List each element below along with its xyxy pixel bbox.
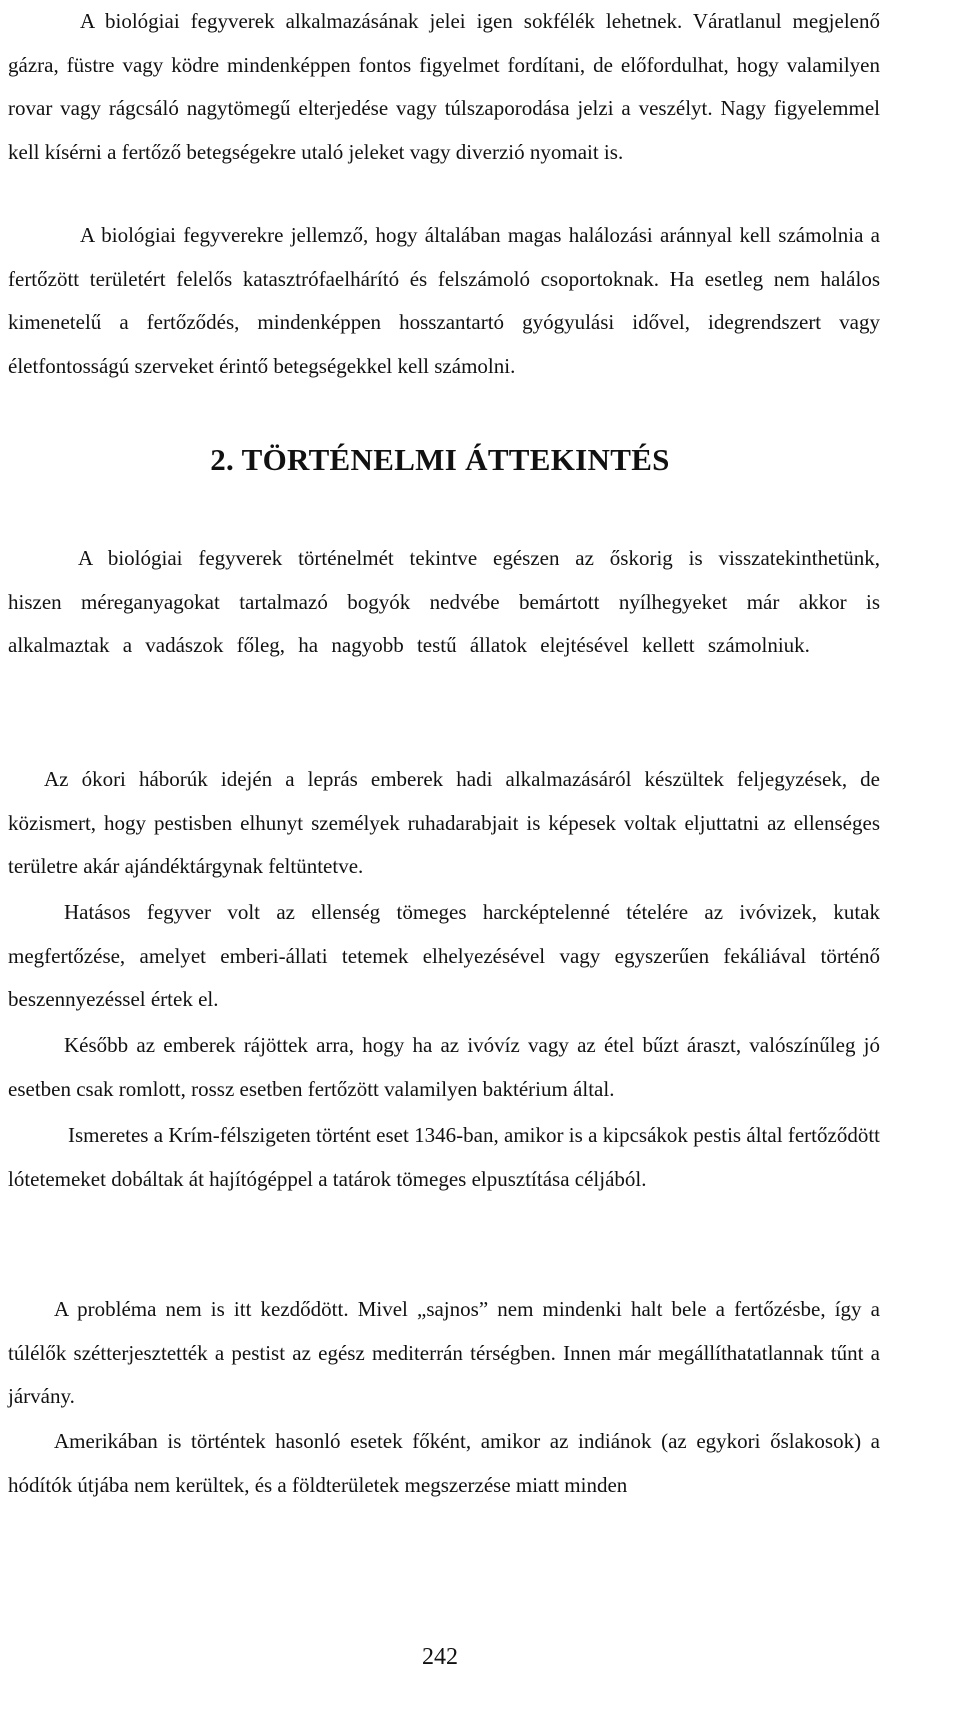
paragraph-ancient-wars: Az ókori háborúk idején a leprás emberek hadi alkalmazásáról készültek feljegyzések, de közismert, hogy pestisben elhunyt személyek ruhadarabjait is képesek voltak eljuttatni az ellenséges területre akár ajándéktárgynak feltüntetve. (8, 767, 880, 878)
paragraph-biological-signs: A biológiai fegyverek alkalmazásának jelei igen sokfélék lehetnek. Váratlanul megjelenő gázra, füstre vagy ködre mindenképpen fontos figyelmet fordítani, de előfordulhat, hogy valamilyen rovar vagy rágcsáló nagytömegű elterjedése vagy túlszaporodása jelzi a veszélyt. Nagy figyelemmel kell kísérni a fertőző betegségekre utaló jeleket vagy diverzió nyomait is. (8, 9, 880, 164)
paragraph-crimea: Ismeretes a Krím-félszigeten történt eset 1346-ban, amikor is a kipcsákok pestis által fertőződött lótetemeket dobáltak át hajítógéppel a tatárok tömeges elpusztítása céljából. (8, 1123, 880, 1191)
page-number: 242 (422, 1644, 458, 1670)
paragraph-later-discovery: Később az emberek rájöttek arra, hogy ha az ivóvíz vagy az étel bűzt áraszt, valószínűleg jó esetben csak romlott, rossz esetben fertőzött valamilyen baktérium által. (8, 1033, 880, 1101)
paragraph-prehistory: A biológiai fegyverek történelmét tekintve egészen az őskorig is visszatekinthetünk, hiszen méreganyagokat tartalmazó bogyók nedvébe bemártott nyílhegyeket már akkor is alkalmaztak a vadászok főleg, ha nagyobb testű állatok elejtésével kellett számolniuk. (8, 546, 880, 657)
paragraph-plague-spread: A probléma nem is itt kezdődött. Mivel „sajnos” nem mindenki halt bele a fertőzésbe, így a túlélők szétterjesztették a pestist az egész mediterrán térségben. Innen már megállíthatatlannak tűnt a járvány. (8, 1297, 880, 1408)
paragraph-america: Amerikában is történtek hasonló esetek főként, amikor az indiánok (az egykori őslakosok) a hódítók útjába nem kerültek, és a földterületek megszerzése miatt minden (8, 1429, 880, 1497)
section-heading: 2. TÖRTÉNELMI ÁTTEKINTÉS (210, 442, 670, 477)
paragraph-mortality: A biológiai fegyverekre jellemző, hogy általában magas halálozási aránnyal kell számolnia a fertőzött területért felelős katasztrófaelhárító és felszámoló csoportoknak. Ha esetleg nem halálos kimenetelű a fertőződés, mindenképpen hosszantartó gyógyulási idővel, idegrendszert vagy életfontosságú szerveket érintő betegségekkel kell számolni. (8, 223, 880, 378)
paragraph-water-poisoning: Hatásos fegyver volt az ellenség tömeges harcképtelenné tételére az ivóvizek, kutak megfertőzése, amelyet emberi-állati tetemek elhelyezésével vagy egyszerűen fekáliával történő beszennyezéssel értek el. (8, 900, 880, 1011)
